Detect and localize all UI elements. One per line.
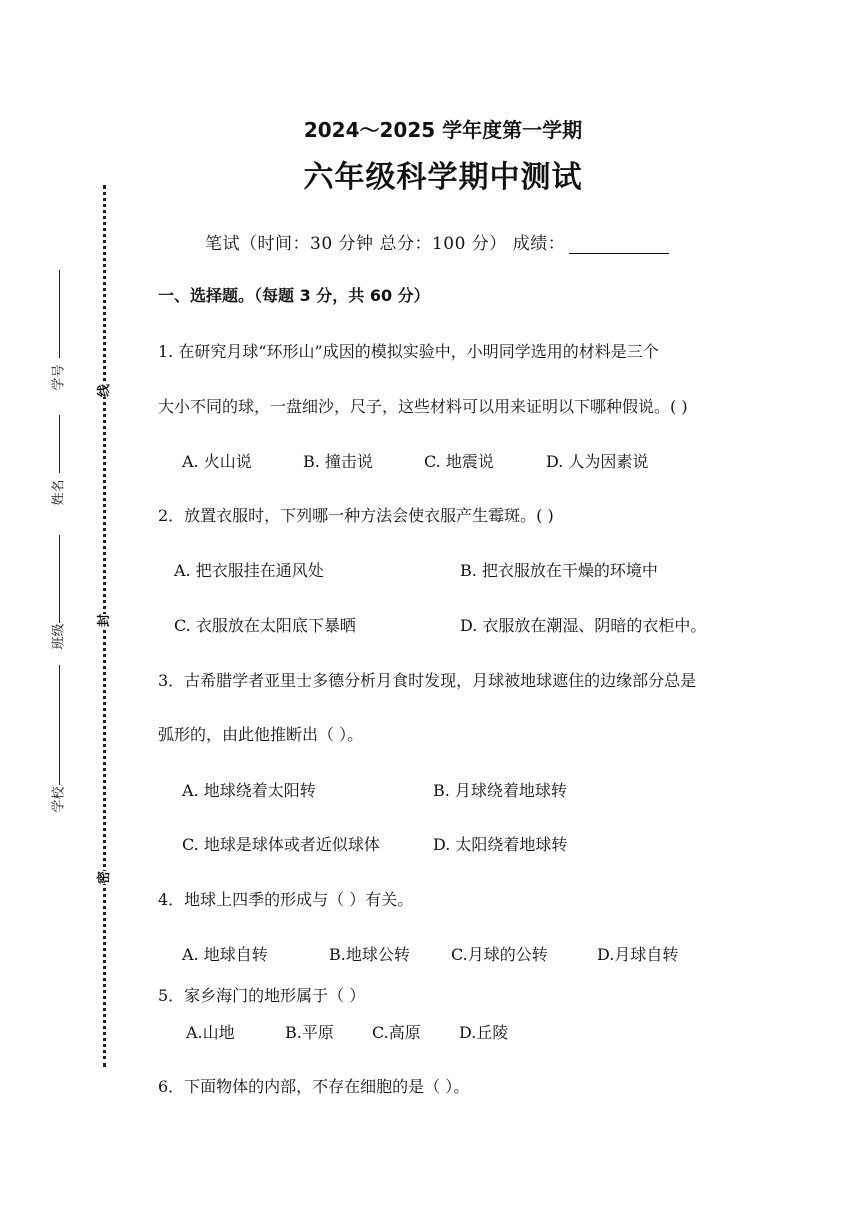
exam-info-text: 笔试（时间：30 分钟 总分：100 分） 成绩： xyxy=(205,234,566,254)
question-2-line-1: 2．放置衣服时，下列哪一种方法会使衣服产生霉斑。( ) xyxy=(158,506,554,525)
name-blank[interactable] xyxy=(59,415,60,473)
school-blank[interactable] xyxy=(59,665,60,785)
name-label: 姓名 xyxy=(51,479,67,506)
q2-option-a[interactable]: A. 把衣服挂在通风处 xyxy=(174,561,324,580)
q3-option-c[interactable]: C. 地球是球体或者近似球体 xyxy=(182,835,380,854)
seal-mark-line: 线 xyxy=(91,384,114,397)
q1-option-d[interactable]: D. 人为因素说 xyxy=(546,452,649,471)
question-1-line-2: 大小不同的球，一盘细沙，尺子，这些材料可以用来证明以下哪种假说。( ) xyxy=(158,397,688,416)
q5-option-c[interactable]: C.高原 xyxy=(372,1023,421,1042)
student-id-blank[interactable] xyxy=(59,270,60,358)
school-label: 学校 xyxy=(51,786,67,813)
score-blank[interactable] xyxy=(569,235,669,254)
question-4-line-1: 4．地球上四季的形成与（ ）有关。 xyxy=(158,890,414,909)
q5-option-a[interactable]: A.山地 xyxy=(186,1023,235,1042)
question-5-line-1: 5．家乡海门的地形属于（ ） xyxy=(158,986,366,1005)
class-label: 班级 xyxy=(51,623,67,650)
term-heading: 2024～2025 学年度第一学期 xyxy=(303,118,583,142)
seal-mark-seal: 封 xyxy=(91,614,114,627)
exam-info xyxy=(205,229,669,254)
q3-option-a[interactable]: A. 地球绕着太阳转 xyxy=(182,781,316,800)
q1-option-b[interactable]: B. 撞击说 xyxy=(303,452,373,471)
q2-option-d[interactable]: D. 衣服放在潮湿、阴暗的衣柜中。 xyxy=(460,616,707,635)
question-3-line-1: 3．古希腊学者亚里士多德分析月食时发现，月球被地球遮住的边缘部分总是 xyxy=(158,671,697,690)
class-blank[interactable] xyxy=(59,535,60,623)
q4-option-c[interactable]: C.月球的公转 xyxy=(451,945,548,964)
q4-option-d[interactable]: D.月球自转 xyxy=(597,945,679,964)
section-heading: 一、选择题。（每题 3 分，共 60 分） xyxy=(158,286,430,305)
q1-option-a[interactable]: A. 火山说 xyxy=(182,452,252,471)
exam-title: 六年级科学期中测试 xyxy=(303,160,583,195)
question-1-line-1: 1. 在研究月球“环形山”成因的模拟实验中，小明同学选用的材料是三个 xyxy=(158,342,659,361)
q3-option-d[interactable]: D. 太阳绕着地球转 xyxy=(433,835,568,854)
seal-mark-secret: 密 xyxy=(91,871,114,884)
q4-option-a[interactable]: A. 地球自转 xyxy=(182,945,268,964)
question-6-line-1: 6．下面物体的内部，不存在细胞的是（ ）。 xyxy=(158,1077,470,1096)
question-3-line-2: 弧形的，由此他推断出（ ）。 xyxy=(158,725,364,744)
student-id-label: 学号 xyxy=(51,364,67,391)
q4-option-b[interactable]: B.地球公转 xyxy=(329,945,410,964)
q5-option-b[interactable]: B.平原 xyxy=(285,1023,334,1042)
q5-option-d[interactable]: D.丘陵 xyxy=(459,1023,509,1042)
q2-option-b[interactable]: B. 把衣服放在干燥的环境中 xyxy=(460,561,658,580)
q2-option-c[interactable]: C. 衣服放在太阳底下暴晒 xyxy=(174,616,356,635)
q3-option-b[interactable]: B. 月球绕着地球转 xyxy=(433,781,567,800)
q1-option-c[interactable]: C. 地震说 xyxy=(424,452,494,471)
